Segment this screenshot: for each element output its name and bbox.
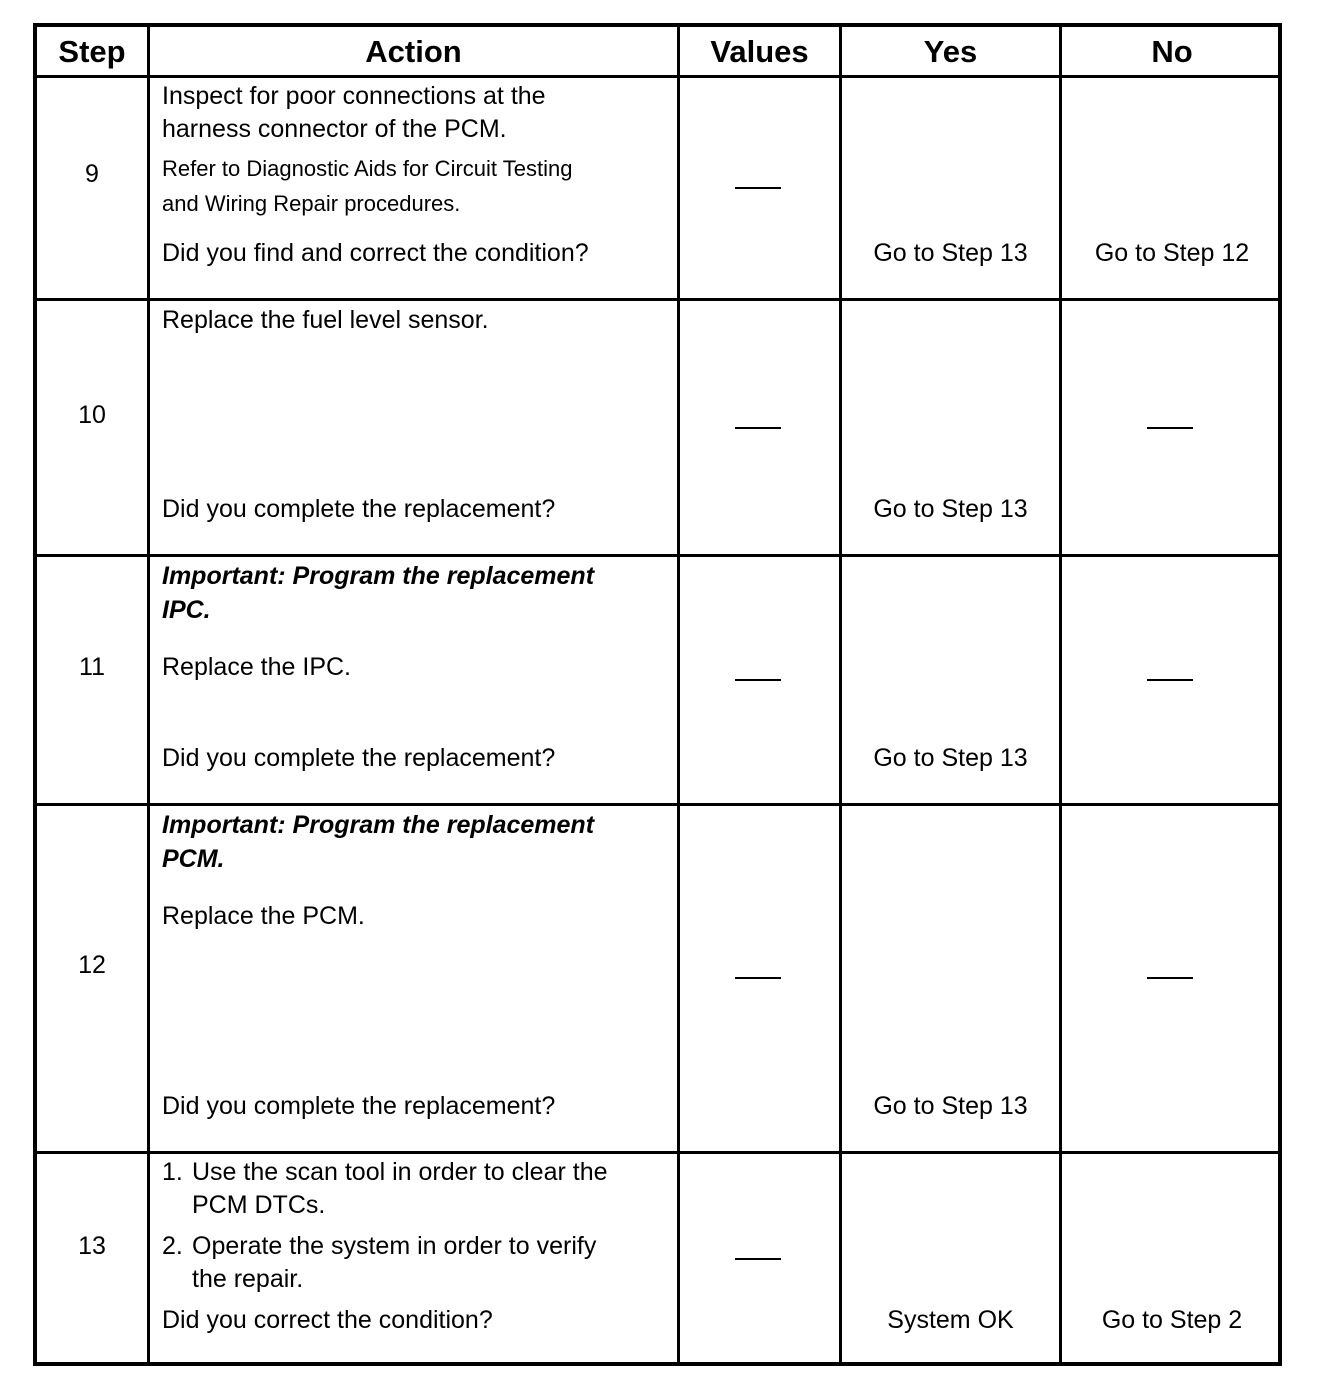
list-item-text: Use the scan tool in order to clear the <box>192 1158 608 1186</box>
action-question: Did you complete the replacement? <box>162 1092 556 1120</box>
row-divider <box>37 1151 1278 1154</box>
yes-result: Go to Step 13 <box>873 1092 1028 1120</box>
values-dash <box>735 187 781 189</box>
header-no: No <box>1151 34 1193 69</box>
important-note: PCM. <box>162 845 225 873</box>
action-text: Replace the PCM. <box>162 902 365 930</box>
important-note: IPC. <box>162 596 211 624</box>
no-dash <box>1147 679 1193 681</box>
yes-result: Go to Step 13 <box>873 239 1028 267</box>
action-question: Did you complete the replacement? <box>162 744 556 772</box>
values-dash <box>735 427 781 429</box>
column-divider <box>839 27 842 1362</box>
step-number: 11 <box>79 653 105 681</box>
header-values: Values <box>710 34 809 69</box>
values-dash <box>735 679 781 681</box>
row-divider <box>37 803 1278 806</box>
step-number: 13 <box>78 1232 106 1260</box>
reference-text: Refer to Diagnostic Aids for Circuit Testing <box>162 156 573 181</box>
values-dash <box>735 1258 781 1260</box>
step-number: 10 <box>78 401 106 429</box>
important-note: Important: Program the replacement <box>162 562 595 590</box>
row-divider <box>37 298 1278 301</box>
diagnostic-table <box>33 23 1282 1366</box>
no-result: Go to Step 12 <box>1094 239 1250 267</box>
list-item-number: 1. <box>162 1158 183 1186</box>
yes-result: System OK <box>887 1306 1014 1334</box>
yes-result: Go to Step 13 <box>873 744 1028 772</box>
list-item <box>162 1156 672 1189</box>
column-divider <box>1059 27 1062 1362</box>
step-number: 12 <box>78 951 106 979</box>
action-text: Inspect for poor connections at the <box>162 82 546 110</box>
no-dash <box>1147 977 1193 979</box>
action-text: Replace the fuel level sensor. <box>162 306 489 334</box>
important-note: Important: Program the replacement <box>162 811 595 839</box>
column-divider <box>147 27 150 1362</box>
list-item-text: the repair. <box>192 1265 304 1293</box>
list-item <box>162 1230 672 1263</box>
header-action: Action <box>365 34 462 69</box>
list-item-text: Operate the system in order to verify <box>192 1232 597 1260</box>
action-text: harness connector of the PCM. <box>162 115 507 143</box>
action-text: Replace the IPC. <box>162 653 351 681</box>
action-question: Did you find and correct the condition? <box>162 239 589 267</box>
no-dash <box>1147 427 1193 429</box>
column-divider <box>677 27 680 1362</box>
yes-result: Go to Step 13 <box>873 495 1028 523</box>
header-step: Step <box>58 34 126 69</box>
step-number: 9 <box>85 160 99 188</box>
row-divider <box>37 554 1278 557</box>
action-question: Did you complete the replacement? <box>162 495 556 523</box>
values-dash <box>735 977 781 979</box>
header-yes: Yes <box>923 34 978 69</box>
no-result: Go to Step 2 <box>1101 1306 1243 1334</box>
action-question: Did you correct the condition? <box>162 1306 493 1334</box>
list-item-number: 2. <box>162 1232 183 1260</box>
list-item-text: PCM DTCs. <box>192 1191 326 1219</box>
reference-text: and Wiring Repair procedures. <box>162 191 461 216</box>
